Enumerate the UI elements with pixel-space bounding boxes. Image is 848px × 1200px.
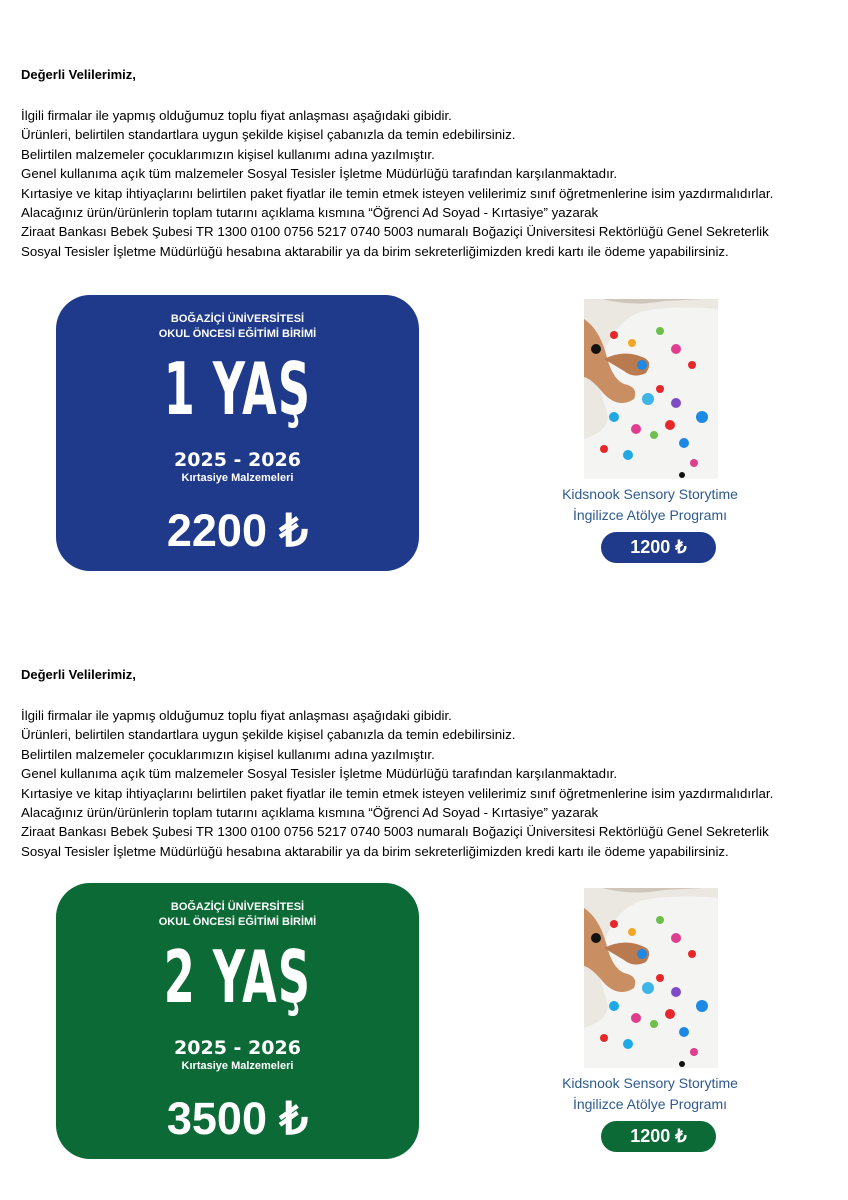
notice-line: Alacağınız ürün/ürünlerin toplam tutarını açıklama kısmına “Öğrenci Ad Soyad - Kırtasiye” yazarak — [21, 205, 599, 221]
age-heading: 1 YAŞ — [163, 347, 312, 431]
program-line-2: İngilizce Atölye Programı — [572, 1096, 728, 1112]
sensory-play-photo — [584, 888, 718, 1068]
notice-line: Ziraat Bankası Bebek Şubesi TR 1300 0100 0756 5217 0740 5003 numaralı Boğaziçi Üniversitesi Rektörlüğü Genel Sekreterlik — [21, 824, 769, 840]
age-heading: 2 YAŞ — [163, 935, 312, 1019]
program-line-1: Kidsnook Sensory Storytime — [562, 486, 738, 502]
university-name: BOĞAZİÇİ ÜNİVERSİTESİ — [170, 901, 305, 913]
notice-line: Sosyal Tesisler İşletme Müdürlüğü hesabına aktarabilir ya da birim sekreterliğimizden kredi kartı ile ödeme yapabilirsiniz. — [21, 243, 729, 259]
notice-line: Ürünleri, belirtilen standartlara uygun şekilde kişisel çabanızla da temin edebilirsiniz. — [21, 727, 516, 743]
price-card-2yas — [56, 883, 419, 1159]
notice-paragraph — [21, 106, 841, 261]
price-card-1yas — [56, 295, 419, 571]
notice-paragraph — [21, 706, 841, 861]
program-line-2: İngilizce Atölye Programı — [572, 507, 728, 523]
program-line-1: Kidsnook Sensory Storytime — [562, 1075, 738, 1091]
items-label: Kırtasiye Malzemeleri — [181, 472, 294, 484]
items-label: Kırtasiye Malzemeleri — [181, 1060, 294, 1072]
program-title — [530, 484, 770, 526]
notice-line: Kırtasiye ve kitap ihtiyaçlarını belirtilen paket fiyatlar ile temin etmek isteyen velilerimiz sınıf öğretmenlerine isim yazdırmalıdırlar. — [21, 785, 774, 801]
notice-line: Sosyal Tesisler İşletme Müdürlüğü hesabına aktarabilir ya da birim sekreterliğimizden kredi kartı ile ödeme yapabilirsiniz. — [21, 843, 729, 859]
notice-line: Belirtilen malzemeler çocuklarımızın kişisel kullanımı adına yazılmıştır. — [21, 146, 435, 162]
notice-line: İlgili firmalar ile yapmış olduğumuz toplu fiyat anlaşması aşağıdaki gibidir. — [21, 108, 452, 123]
notice-line: İlgili firmalar ile yapmış olduğumuz toplu fiyat anlaşması aşağıdaki gibidir. — [21, 708, 452, 723]
package-price: 3500 ₺ — [166, 1093, 309, 1144]
notice-line: Belirtilen malzemeler çocuklarımızın kişisel kullanımı adına yazılmıştır. — [21, 746, 435, 762]
notice-line: Kırtasiye ve kitap ihtiyaçlarını belirtilen paket fiyatlar ile temin etmek isteyen velilerimiz sınıf öğretmenlerine isim yazdırmalıdırlar. — [21, 185, 774, 201]
notice-line: Genel kullanıma açık tüm malzemeler Sosyal Tesisler İşletme Müdürlüğü tarafından karşılanmaktadır. — [21, 766, 618, 782]
program-title — [530, 1073, 770, 1115]
unit-name: OKUL ÖNCESİ EĞİTİMİ BİRİMİ — [158, 328, 317, 340]
program-price-badge: 1200 ₺ — [601, 1121, 716, 1152]
academic-year: 2025 - 2026 — [174, 449, 301, 471]
sensory-play-photo — [584, 299, 718, 479]
notice-line: Ürünleri, belirtilen standartlara uygun şekilde kişisel çabanızla da temin edebilirsiniz. — [21, 127, 516, 143]
notice-line: Alacağınız ürün/ürünlerin toplam tutarını açıklama kısmına “Öğrenci Ad Soyad - Kırtasiye” yazarak — [21, 805, 599, 821]
academic-year: 2025 - 2026 — [174, 1037, 301, 1059]
notice-section-2yas — [0, 600, 848, 1200]
program-price-badge: 1200 ₺ — [601, 532, 716, 563]
university-name: BOĞAZİÇİ ÜNİVERSİTESİ — [170, 313, 305, 325]
notice-line: Ziraat Bankası Bebek Şubesi TR 1300 0100 0756 5217 0740 5003 numaralı Boğaziçi Üniversitesi Rektörlüğü Genel Sekreterlik — [21, 224, 769, 240]
greeting: Değerli Velilerimiz, — [21, 67, 136, 82]
package-price: 2200 ₺ — [166, 505, 309, 556]
greeting: Değerli Velilerimiz, — [21, 667, 136, 682]
unit-name: OKUL ÖNCESİ EĞİTİMİ BİRİMİ — [158, 916, 317, 928]
notice-line: Genel kullanıma açık tüm malzemeler Sosyal Tesisler İşletme Müdürlüğü tarafından karşılanmaktadır. — [21, 166, 618, 182]
